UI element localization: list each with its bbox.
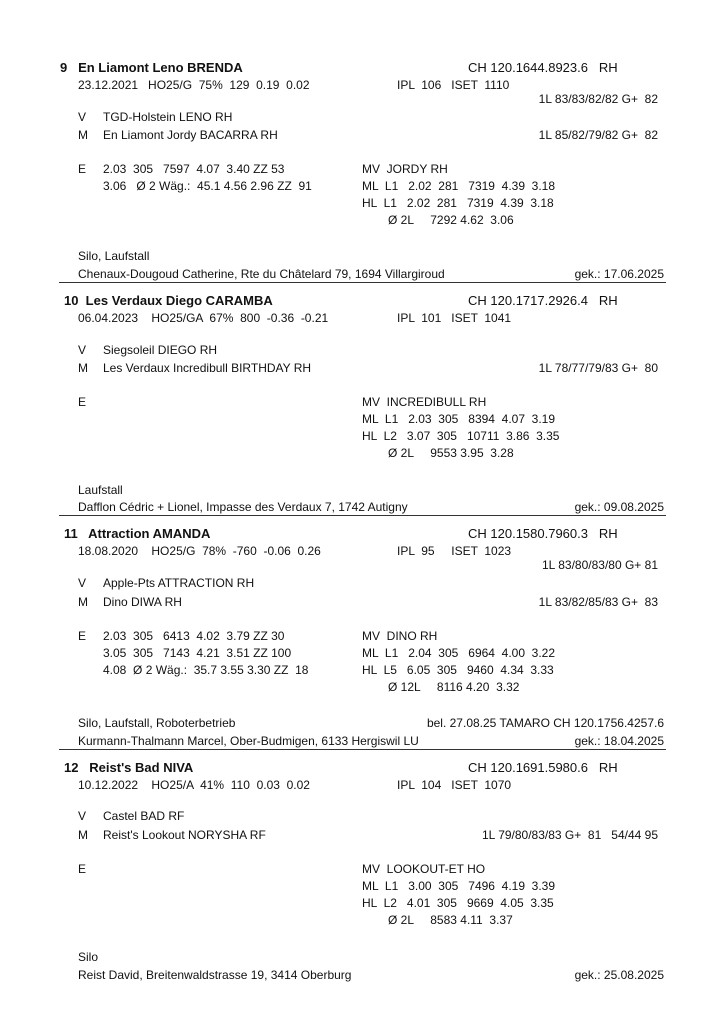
average-line: Ø 2L 7292 4.62 3.06: [388, 213, 514, 227]
purchase-date: gek.: 25.08.2025: [574, 968, 664, 982]
average-line: Ø 2L 8583 4.11 3.37: [388, 913, 513, 927]
dam-label: M: [78, 595, 88, 609]
owner: Reist David, Breitenwaldstrasse 19, 3414 Oberburg: [78, 968, 352, 982]
entry-title: 12 Reist's Bad NIVA: [64, 760, 194, 775]
lactation-label: E: [78, 395, 87, 409]
ml-line: ML L1 3.00 305 7496 4.19 3.39: [362, 879, 556, 893]
maternal-sire: MV DINO RH: [362, 629, 438, 643]
purchase-date: gek.: 18.04.2025: [574, 734, 664, 748]
housing: Laufstall: [78, 483, 123, 497]
divider: [59, 515, 666, 516]
housing: Silo, Laufstall: [78, 249, 150, 263]
average-line: Ø 2L 9553 3.95 3.28: [388, 446, 514, 460]
sire-label: V: [78, 576, 87, 590]
entry-linear: 1L 83/80/83/80 G+ 81: [542, 558, 658, 572]
ml-line: ML L1 2.04 305 6964 4.00 3.22: [362, 646, 556, 660]
lactation-line: 2.03 305 6413 4.02 3.79 ZZ 30: [103, 629, 285, 643]
dam-name: Les Verdaux Incredibull BIRTHDAY RH: [103, 361, 312, 375]
maternal-sire: MV JORDY RH: [362, 162, 448, 176]
divider: [59, 749, 666, 750]
dam-linear: 1L 83/82/85/83 G+ 83: [538, 595, 658, 609]
sire-name: TGD-Holstein LENO RH: [103, 110, 233, 124]
lactation-label: E: [78, 162, 87, 176]
entry-ipl: IPL 95 ISET 1023: [397, 544, 512, 558]
entry-ipl: IPL 104 ISET 1070: [397, 778, 512, 792]
maternal-sire: MV LOOKOUT-ET HO: [362, 862, 486, 876]
dam-name: Dino DIWA RH: [103, 595, 182, 609]
sire-name: Siegsoleil DIEGO RH: [103, 343, 218, 357]
hl-line: HL L2 4.01 305 9669 4.05 3.35: [362, 896, 554, 910]
hl-line: HL L5 6.05 305 9460 4.34 3.33: [362, 663, 554, 677]
dam-linear: 1L 78/77/79/83 G+ 80: [538, 361, 658, 375]
entry-id: CH 120.1717.2926.4 RH: [468, 293, 618, 308]
maternal-sire: MV INCREDIBULL RH: [362, 395, 487, 409]
hl-line: HL L2 3.07 305 10711 3.86 3.35: [362, 429, 560, 443]
dam-label: M: [78, 128, 88, 142]
entry-id: CH 120.1691.5980.6 RH: [468, 760, 618, 775]
average-line: Ø 12L 8116 4.20 3.32: [388, 680, 520, 694]
bred-info: bel. 27.08.25 TAMARO CH 120.1756.4257.6: [426, 716, 664, 730]
entry-info: 06.04.2023 HO25/GA 67% 800 -0.36 -0.21: [78, 311, 329, 325]
purchase-date: gek.: 09.08.2025: [574, 500, 664, 514]
ml-line: ML L1 2.02 281 7319 4.39 3.18: [362, 179, 556, 193]
entry-id: CH 120.1580.7960.3 RH: [468, 526, 618, 541]
sire-name: Castel BAD RF: [103, 809, 185, 823]
housing: Silo: [78, 950, 99, 964]
owner: Chenaux-Dougoud Catherine, Rte du Châtelard 79, 1694 Villargiroud: [78, 267, 445, 281]
dam-label: M: [78, 361, 88, 375]
owner: Kurmann-Thalmann Marcel, Ober-Budmigen, 6133 Hergiswil LU: [78, 734, 419, 748]
divider: [59, 282, 666, 283]
entry-ipl: IPL 101 ISET 1041: [397, 311, 512, 325]
dam-label: M: [78, 828, 88, 842]
entry-title: 10 Les Verdaux Diego CARAMBA: [64, 293, 273, 308]
lactation-label: E: [78, 862, 87, 876]
entry-id: CH 120.1644.8923.6 RH: [468, 60, 618, 75]
dam-name: Reist's Lookout NORYSHA RF: [103, 828, 266, 842]
sire-label: V: [78, 110, 87, 124]
ml-line: ML L1 2.03 305 8394 4.07 3.19: [362, 412, 556, 426]
purchase-date: gek.: 17.06.2025: [574, 267, 664, 281]
sire-name: Apple-Pts ATTRACTION RH: [103, 576, 255, 590]
entry-info: 10.12.2022 HO25/A 41% 110 0.03 0.02: [78, 778, 310, 792]
dam-name: En Liamont Jordy BACARRA RH: [103, 128, 278, 142]
housing: Silo, Laufstall, Roboterbetrieb: [78, 716, 236, 730]
lactation-label: E: [78, 629, 87, 643]
lactation-line: 3.05 305 7143 4.21 3.51 ZZ 100: [103, 646, 292, 660]
dam-linear: 1L 79/80/83/83 G+ 81 54/44 95: [481, 828, 658, 842]
sire-label: V: [78, 343, 87, 357]
entry-title: 9 En Liamont Leno BRENDA: [60, 60, 243, 75]
lactation-line: 3.06 Ø 2 Wäg.: 45.1 4.56 2.96 ZZ 91: [103, 179, 312, 193]
lactation-line: 4.08 Ø 2 Wäg.: 35.7 3.55 3.30 ZZ 18: [103, 663, 309, 677]
lactation-line: 2.03 305 7597 4.07 3.40 ZZ 53: [103, 162, 285, 176]
entry-title: 11 Attraction AMANDA: [64, 526, 211, 541]
entry-linear: 1L 83/83/82/82 G+ 82: [538, 92, 658, 106]
dam-linear: 1L 85/82/79/82 G+ 82: [538, 128, 658, 142]
hl-line: HL L1 2.02 281 7319 4.39 3.18: [362, 196, 554, 210]
entry-info: 18.08.2020 HO25/G 78% -760 -0.06 0.26: [78, 544, 321, 558]
entry-info: 23.12.2021 HO25/G 75% 129 0.19 0.02: [78, 78, 310, 92]
sire-label: V: [78, 809, 87, 823]
owner: Dafflon Cédric + Lionel, Impasse des Verdaux 7, 1742 Autigny: [78, 500, 408, 514]
entry-ipl: IPL 106 ISET 1110: [397, 78, 510, 92]
